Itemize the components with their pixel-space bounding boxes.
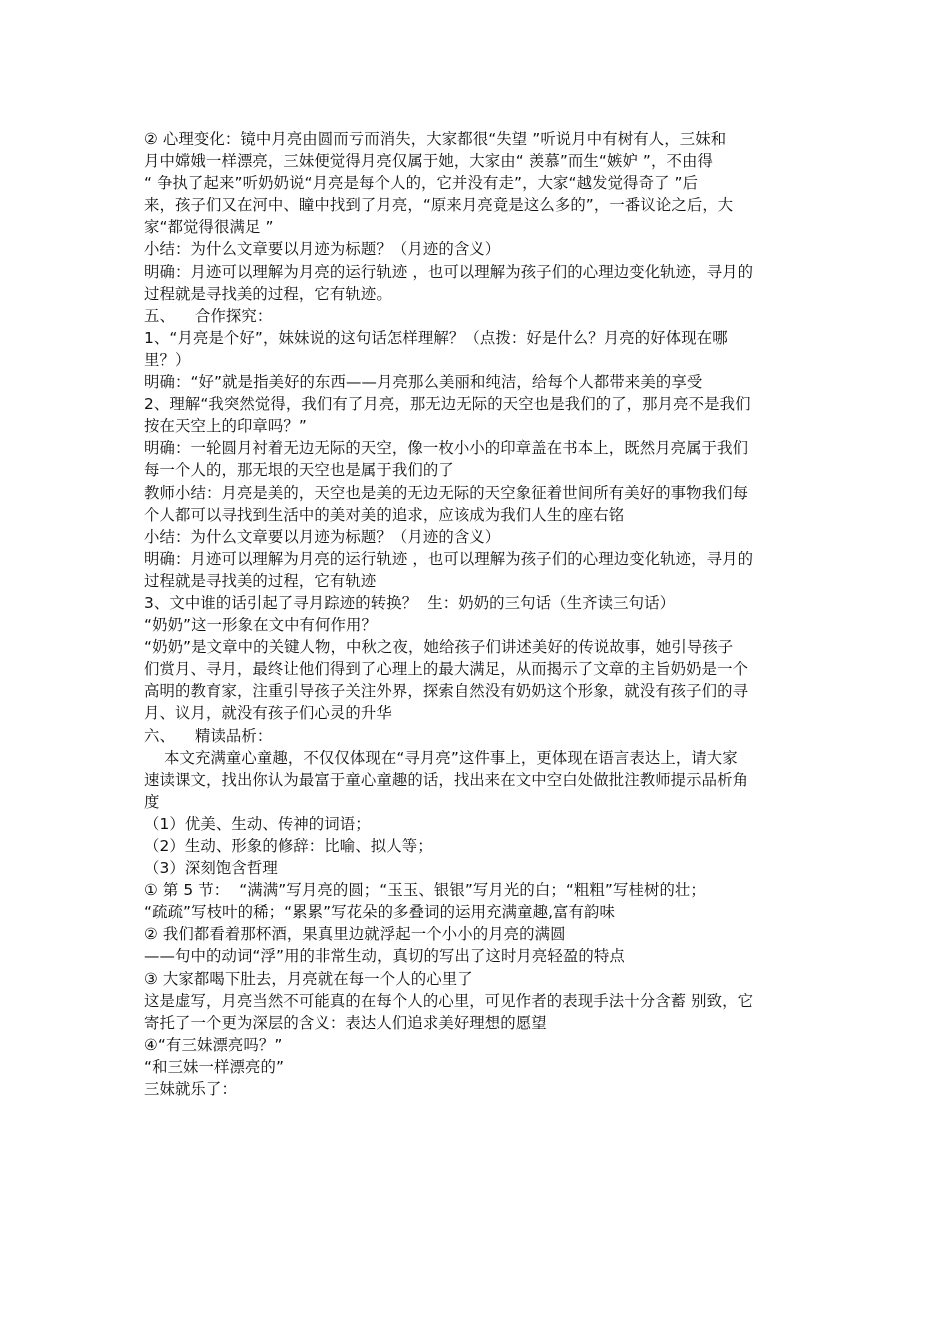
text-line: 过程就是寻找美的过程，它有轨迹。 bbox=[144, 284, 392, 303]
text-line: 月中嫦娥一样漂亮，三妹便觉得月亮仅属于她，大家由“ 羡慕”而生“嫉妒 ”，不由得 bbox=[144, 152, 713, 171]
text-line: 明确：月迹可以理解为月亮的运行轨迹 ，也可以理解为孩子们的心理边变化轨迹，寻月的 bbox=[144, 549, 754, 568]
text-line: 每一个人的，那无垠的天空也是属于我们的了 bbox=[144, 461, 454, 480]
text-line: 度 bbox=[144, 792, 160, 811]
text-line: 明确：一轮圆月衬着无边无际的天空，像一枚小小的印章盖在书本上，既然月亮属于我们 bbox=[144, 439, 749, 458]
text-line: “和三妹一样漂亮的” bbox=[144, 1057, 285, 1076]
text-line: 个人都可以寻找到生活中的美对美的追求，应该成为我们人生的座右铭 bbox=[144, 505, 625, 524]
list-item: （2）生动、形象的修辞：比喻、拟人等； bbox=[144, 837, 433, 855]
text-line: 们赏月、寻月，最终让他们得到了心理上的最大满足，从而揭示了文章的主旨奶奶是一个 bbox=[144, 660, 749, 679]
text-line: 教师小结：月亮是美的，天空也是美的无边无际的天空象征着世间所有美好的事物我们每 bbox=[144, 483, 749, 502]
text-line: 小结：为什么文章要以月迹为标题？（月迹的含义） bbox=[144, 240, 501, 259]
text-line: ② 心理变化：镜中月亮由圆而亏而消失，大家都很“失望 ”听说月中有树有人，三妹和 bbox=[144, 130, 727, 148]
section-heading: 六、 精读品析： bbox=[144, 726, 273, 745]
text-line: 里？） bbox=[144, 350, 191, 369]
text-line: 明确：“好”就是指美好的东西——月亮那么美丽和纯洁，给每个人都带来美的享受 bbox=[144, 373, 703, 392]
text-line: 月、议月，就没有孩子们心灵的升华 bbox=[144, 704, 392, 723]
document-body bbox=[144, 128, 810, 1100]
text-line: ④“有三妹漂亮吗？” bbox=[144, 1035, 283, 1054]
text-line: ③ 大家都喝下肚去，月亮就在每一个人的心里了 bbox=[144, 969, 473, 988]
text-line: 寄托了一个更为深层的含义：表达人们追求美好理想的愿望 bbox=[144, 1013, 547, 1032]
section-heading: 五、 合作探究： bbox=[144, 306, 273, 325]
text-line: “ 争执了起来”听奶奶说“月亮是每个人的，它并没有走”，大家“越发觉得奇了 ”后 bbox=[144, 174, 699, 193]
text-line: 按在天空上的印章吗？” bbox=[144, 417, 307, 436]
text-line: ① 第 5 节： “满满”写月亮的圆；“玉玉、银银”写月光的白；“粗粗”写桂树的壮； bbox=[144, 881, 706, 900]
text-line: “疏疏”写枝叶的稀；“累累”写花朵的多叠词的运用充满童趣,富有韵味 bbox=[144, 903, 616, 922]
text-line: 2、理解“我突然觉得，我们有了月亮，那无边无际的天空也是我们的了，那月亮不是我们 bbox=[144, 395, 751, 414]
text-line: 速读课文，找出你认为最富于童心童趣的话，找出来在文中空白处做批注教师提示品析角 bbox=[144, 770, 749, 789]
text-line: 3、文中谁的话引起了寻月踪迹的转换？ 生：奶奶的三句话（生齐读三句话） bbox=[144, 593, 676, 612]
text-line: 来，孩子们又在河中、瞳中找到了月亮，“原来月亮竟是这么多的”，一番议论之后，大 bbox=[144, 196, 734, 215]
text-line: 高明的教育家，注重引导孩子关注外界，探索自然没有奶奶这个形象，就没有孩子们的寻 bbox=[144, 682, 749, 701]
text-line: “奶奶”这一形象在文中有何作用？ bbox=[144, 616, 378, 635]
text-line: 三妹就乐了： bbox=[144, 1080, 237, 1099]
list-item: （1）优美、生动、传神的词语； bbox=[144, 814, 371, 833]
text-line: 小结：为什么文章要以月迹为标题？（月迹的含义） bbox=[144, 527, 501, 546]
text-line: 1、“月亮是个好”，妹妹说的这句话怎样理解？（点拨：好是什么？月亮的好体现在哪 bbox=[144, 328, 728, 347]
text-line: ② 我们都看着那杯酒，果真里边就浮起一个小小的月亮的满圆 bbox=[144, 925, 566, 944]
text-line: 本文充满童心童趣，不仅仅体现在“寻月亮”这件事上，更体现在语言表达上，请大家 bbox=[144, 748, 738, 767]
text-line: “奶奶”是文章中的关键人物，中秋之夜，她给孩子们讲述美好的传说故事，她引导孩子 bbox=[144, 638, 734, 657]
text-line: ——句中的动词“浮”用的非常生动，真切的写出了这时月亮轻盈的特点 bbox=[144, 947, 625, 966]
list-item: （3）深刻饱含哲理 bbox=[144, 859, 278, 878]
text-line: 明确：月迹可以理解为月亮的运行轨迹 ，也可以理解为孩子们的心理边变化轨迹，寻月的 bbox=[144, 262, 754, 281]
text-line: 过程就是寻找美的过程，它有轨迹 bbox=[144, 571, 377, 590]
text-line: 家“都觉得很满足 ” bbox=[144, 218, 274, 237]
text-line: 这是虚写，月亮当然不可能真的在每个人的心里，可见作者的表现手法十分含蓄 别致，它 bbox=[144, 991, 754, 1010]
